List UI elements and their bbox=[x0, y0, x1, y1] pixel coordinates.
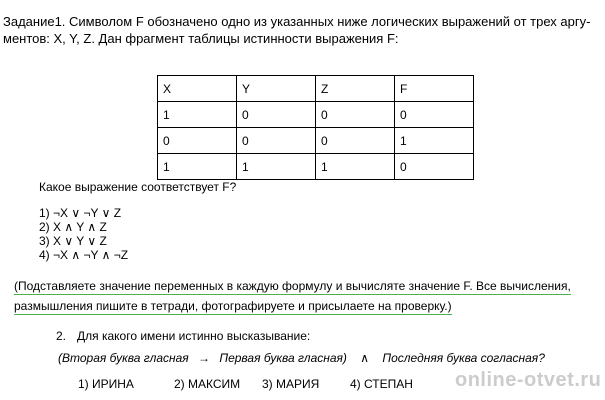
table-cell: 0 bbox=[237, 102, 316, 128]
option-expression: ¬X ∨ ¬Y ∨ Z bbox=[53, 206, 122, 220]
table-cell: 0 bbox=[316, 128, 395, 154]
instruction-text bbox=[14, 276, 594, 316]
option-3 bbox=[39, 234, 128, 248]
header-z: Z bbox=[316, 76, 395, 102]
table-cell: 0 bbox=[395, 102, 474, 128]
task2-text: Для какого имени истинно высказывание: bbox=[77, 329, 311, 343]
table-row bbox=[158, 154, 474, 180]
conjunction-symbol: ∧ bbox=[360, 351, 370, 365]
instruction-line1: (Подставляете значение переменных в каждую формулу и вычисляте значение F. Все вычисления, bbox=[14, 279, 571, 293]
header-y: Y bbox=[237, 76, 316, 102]
table-cell: 0 bbox=[395, 154, 474, 180]
table-cell: 1 bbox=[158, 154, 237, 180]
option-4 bbox=[39, 248, 128, 262]
option-number: 2) bbox=[39, 220, 50, 234]
truth-table bbox=[157, 75, 474, 180]
question-text: Какое выражение соответствует F? bbox=[39, 180, 237, 194]
formula-part1: (Вторая буква гласная bbox=[58, 351, 189, 365]
table-row bbox=[158, 102, 474, 128]
task2-formula bbox=[58, 351, 545, 365]
table-cell: 1 bbox=[158, 102, 237, 128]
instruction-line2: размышления пишите в тетради, фотографируете и присылаете на проверку.) bbox=[14, 299, 452, 313]
answer-3: 3) МАРИЯ bbox=[262, 377, 320, 391]
option-number: 4) bbox=[39, 248, 50, 262]
option-2 bbox=[39, 220, 128, 234]
answer-2: 2) МАКСИМ bbox=[174, 377, 241, 391]
answer-options bbox=[78, 377, 413, 391]
formula-part2: Первая буква гласная) bbox=[219, 351, 347, 365]
option-expression: ¬X ∧ ¬Y ∧ ¬Z bbox=[53, 248, 129, 262]
table-cell: 0 bbox=[158, 128, 237, 154]
table-cell: 0 bbox=[316, 102, 395, 128]
table-cell: 1 bbox=[237, 154, 316, 180]
option-1 bbox=[39, 206, 128, 220]
task1-line2: ментов: X, Y, Z. Дан фрагмент таблицы истинности выражения F: bbox=[3, 31, 399, 46]
answer-1: 1) ИРИНА bbox=[78, 377, 134, 391]
answer-4: 4) СТЕПАН bbox=[350, 377, 413, 391]
task1-statement bbox=[3, 13, 603, 47]
header-x: X bbox=[158, 76, 237, 102]
options-list bbox=[39, 206, 128, 262]
task1-line1: Задание1. Символом F обозначено одно из указанных ниже логических выражений от трех аргу- bbox=[3, 14, 591, 29]
table-row bbox=[158, 128, 474, 154]
table-header-row bbox=[158, 76, 474, 102]
option-number: 3) bbox=[39, 234, 50, 248]
task2-number: 2. bbox=[56, 329, 67, 343]
header-f: F bbox=[395, 76, 474, 102]
option-number: 1) bbox=[39, 206, 50, 220]
table-cell: 0 bbox=[237, 128, 316, 154]
table-cell: 1 bbox=[395, 128, 474, 154]
option-expression: X ∨ Y ∨ Z bbox=[53, 234, 107, 248]
formula-part3: Последняя буква согласная? bbox=[382, 351, 545, 365]
table-cell: 1 bbox=[316, 154, 395, 180]
option-expression: X ∧ Y ∧ Z bbox=[53, 220, 107, 234]
watermark-logo: online-otvet.ru bbox=[455, 369, 602, 391]
implication-symbol: → bbox=[198, 351, 211, 365]
